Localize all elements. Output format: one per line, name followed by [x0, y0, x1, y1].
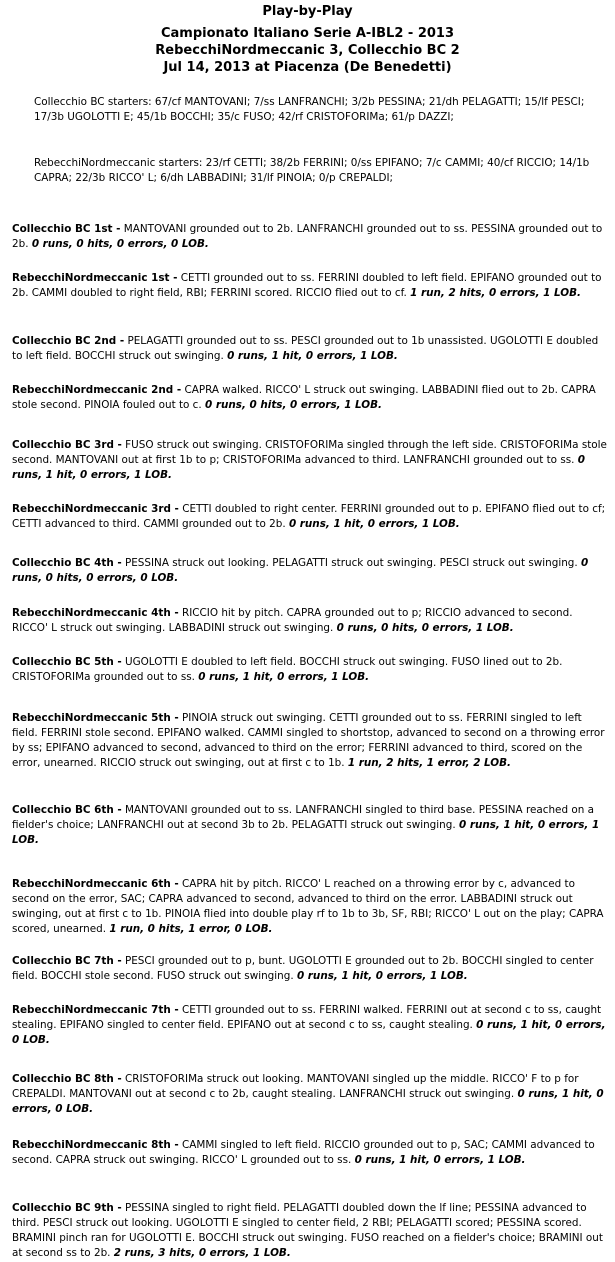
inning-block [12, 556, 609, 586]
inning-summary: 1 run, 0 hits, 1 error, 0 LOB. [109, 923, 273, 935]
inning-label: RebecchiNordmeccanic 1st - [12, 272, 178, 284]
inning-label: RebecchiNordmeccanic 6th - [12, 878, 179, 890]
inning-label: RebecchiNordmeccanic 2nd - [12, 384, 182, 396]
inning-label: RebecchiNordmeccanic 8th - [12, 1139, 179, 1151]
inning-plays: CAPRA hit by pitch. RICCO' L reached on a throwing error by c, advanced to second on the error, SAC; CAPRA advanced to second, advanced to third on the error. LABBADINI struck out swinging, out at first c to 1b. PINOIA flied into double play rf to 1b to 3b, SF, RBI; RICCO' L out on the play; CAPRA scored, unearned. [12, 878, 604, 935]
inning-label: RebecchiNordmeccanic 5th - [12, 712, 179, 724]
inning-summary: 0 runs, 1 hit, 0 errors, 1 LOB. [227, 350, 398, 362]
inning-plays: PESSINA struck out looking. PELAGATTI struck out swinging. PESCI struck out swinging. [124, 557, 578, 569]
inning-block [12, 711, 609, 771]
page-title: Play-by-Play [262, 4, 353, 19]
inning-summary: 0 runs, 1 hit, 0 errors, 1 LOB. [198, 671, 370, 683]
inning-summary: 0 runs, 1 hit, 0 errors, 1 LOB. [12, 454, 586, 481]
inning-block [12, 383, 609, 413]
inning-plays: CETTI grounded out to ss. FERRINI doubled to left field. EPIFANO grounded out to 2b. CAMMI doubled to right field, RBI; FERRINI scored. RICCIO flied out to cf. [12, 272, 602, 299]
inning-plays: CAPRA walked. RICCO' L struck out swinging. LABBADINI flied out to 2b. CAPRA stole second. PINOIA fouled out to c. [12, 384, 596, 411]
inning-block [12, 438, 609, 483]
inning-plays: UGOLOTTI E doubled to left field. BOCCHI struck out swinging. FUSO lined out to 2b. CRISTOFORIMa grounded out to ss. [12, 656, 563, 683]
inning-summary: 2 runs, 3 hits, 0 errors, 1 LOB. [113, 1247, 291, 1259]
inning-plays: PELAGATTI grounded out to ss. PESCI grounded out to 1b unassisted. UGOLOTTI E doubled to left field. BOCCHI struck out swinging. [12, 335, 599, 362]
inning-summary: 0 runs, 0 hits, 0 errors, 0 LOB. [31, 238, 209, 250]
inning-label: Collecchio BC 9th - [12, 1202, 122, 1214]
inning-label: Collecchio BC 1st - [12, 223, 121, 235]
inning-block [12, 1201, 609, 1261]
final-score: RebecchiNordmeccanic 3, Collecchio BC 2 [155, 43, 460, 58]
inning-block [12, 803, 609, 848]
inning-block [12, 502, 609, 532]
inning-plays: CAMMI singled to left field. RICCIO grounded out to p, SAC; CAMMI advanced to second. CAPRA struck out swinging. RICCO' L grounded out to ss. [12, 1139, 595, 1166]
inning-summary: 0 runs, 1 hit, 0 errors, 1 LOB. [354, 1154, 526, 1166]
inning-plays: CETTI doubled to right center. FERRINI grounded out to p. EPIFANO flied out to cf; CETTI advanced to third. CAMMI grounded out to 2b. [12, 503, 606, 530]
inning-label: Collecchio BC 8th - [12, 1073, 122, 1085]
inning-block [12, 1003, 609, 1048]
visitor-starters: Collecchio BC starters: 67/cf MANTOVANI; 7/ss LANFRANCHI; 3/2b PESSINA; 21/dh PELAGATTI; 15/lf PESCI; 17/3b UGOLOTTI E; 45/1b BOCCHI; 35/c FUSO; 42/rf CRISTOFORIMa; 61/p DAZZI; [34, 96, 585, 123]
inning-plays: CRISTOFORIMa struck out looking. MANTOVANI singled up the middle. RICCO' F to p for CREPALDI. MANTOVANI out at second c to 2b, caught stealing. LANFRANCHI struck out swinging. [12, 1073, 579, 1100]
inning-label: Collecchio BC 2nd - [12, 335, 125, 347]
inning-block [12, 1072, 609, 1117]
game-header [0, 25, 615, 76]
inning-label: RebecchiNordmeccanic 7th - [12, 1004, 179, 1016]
inning-plays: MANTOVANI grounded out to 2b. LANFRANCHI grounded out to ss. PESSINA grounded out to 2b. [12, 223, 603, 250]
inning-plays: PINOIA struck out swinging. CETTI grounded out to ss. FERRINI singled to left field. FERRINI stole second. EPIFANO walked. CAMMI singled to shortstop, advanced to second on a throwing error by ss; EPIFANO advanced to second, advanced to third on the error; FERRINI advanced to third, scored on the error, unearned. RICCIO struck out swinging, out at first c to 1b. [12, 712, 605, 769]
inning-block [12, 877, 609, 937]
league-title: Campionato Italiano Serie A-IBL2 - 2013 [160, 26, 455, 41]
inning-label: Collecchio BC 4th - [12, 557, 122, 569]
inning-plays: PESCI grounded out to p, bunt. UGOLOTTI E grounded out to 2b. BOCCHI singled to center field. BOCCHI stole second. FUSO struck out swinging. [12, 955, 594, 982]
inning-summary: 0 runs, 0 hits, 0 errors, 1 LOB. [336, 622, 514, 634]
inning-plays: RICCIO hit by pitch. CAPRA grounded out to p; RICCIO advanced to second. RICCO' L struck out swinging. LABBADINI struck out swinging. [12, 607, 573, 634]
inning-summary: 1 run, 2 hits, 1 error, 2 LOB. [347, 757, 511, 769]
inning-label: Collecchio BC 5th - [12, 656, 122, 668]
inning-label: Collecchio BC 3rd - [12, 439, 122, 451]
inning-summary: 0 runs, 0 hits, 0 errors, 1 LOB. [205, 399, 383, 411]
inning-label: RebecchiNordmeccanic 4th - [12, 607, 179, 619]
inning-block [12, 1138, 609, 1168]
inning-label: RebecchiNordmeccanic 3rd - [12, 503, 179, 515]
inning-block [12, 954, 609, 984]
inning-plays: CETTI grounded out to ss. FERRINI walked. FERRINI out at second c to ss, caught stealing. EPIFANO singled to center field. EPIFANO out at second c to ss, caught stealing. [12, 1004, 602, 1031]
inning-block [12, 655, 609, 685]
inning-block [12, 334, 609, 364]
inning-summary: 1 run, 2 hits, 0 errors, 1 LOB. [410, 287, 581, 299]
inning-summary: 0 runs, 1 hit, 0 errors, 1 LOB. [12, 819, 600, 846]
inning-label: Collecchio BC 7th - [12, 955, 122, 967]
inning-plays: PESSINA singled to right field. PELAGATTI doubled down the lf line; PESSINA advanced to third. PESCI struck out looking. UGOLOTTI E singled to center field, 2 RBI; PELAGATTI scored; PESSINA scored. BRAMINI pinch ran for UGOLOTTI E. BOCCHI struck out swinging. FUSO reached on a fielder's choice; BRAMINI out at second ss to 2b. [12, 1202, 603, 1259]
inning-summary: 0 runs, 1 hit, 0 errors, 0 LOB. [12, 1088, 604, 1115]
home-starters: RebecchiNordmeccanic starters: 23/rf CETTI; 38/2b FERRINI; 0/ss EPIFANO; 7/c CAMMI; 40/cf RICCIO; 14/1b CAPRA; 22/3b RICCO' L; 6/dh LABBADINI; 31/lf PINOIA; 0/p CREPALDI; [34, 157, 590, 184]
inning-plays: FUSO struck out swinging. CRISTOFORIMa singled through the left side. CRISTOFORIMa stole second. MANTOVANI out at first 1b to p; CRISTOFORIMa advanced to third. LANFRANCHI grounded out to ss. [12, 439, 607, 466]
inning-block [12, 606, 609, 636]
inning-summary: 0 runs, 0 hits, 0 errors, 0 LOB. [12, 557, 589, 584]
inning-plays: MANTOVANI grounded out to ss. LANFRANCHI singled to third base. PESSINA reached on a fielder's choice; LANFRANCHI out at second 3b to 2b. PELAGATTI struck out swinging. [12, 804, 594, 831]
game-date-location: Jul 14, 2013 at Piacenza (De Benedetti) [163, 60, 452, 75]
inning-summary: 0 runs, 1 hit, 0 errors, 0 LOB. [12, 1019, 606, 1046]
inning-block [12, 222, 609, 252]
inning-label: Collecchio BC 6th - [12, 804, 122, 816]
inning-summary: 0 runs, 1 hit, 0 errors, 1 LOB. [288, 518, 460, 530]
inning-block [12, 271, 609, 301]
inning-summary: 0 runs, 1 hit, 0 errors, 1 LOB. [296, 970, 468, 982]
